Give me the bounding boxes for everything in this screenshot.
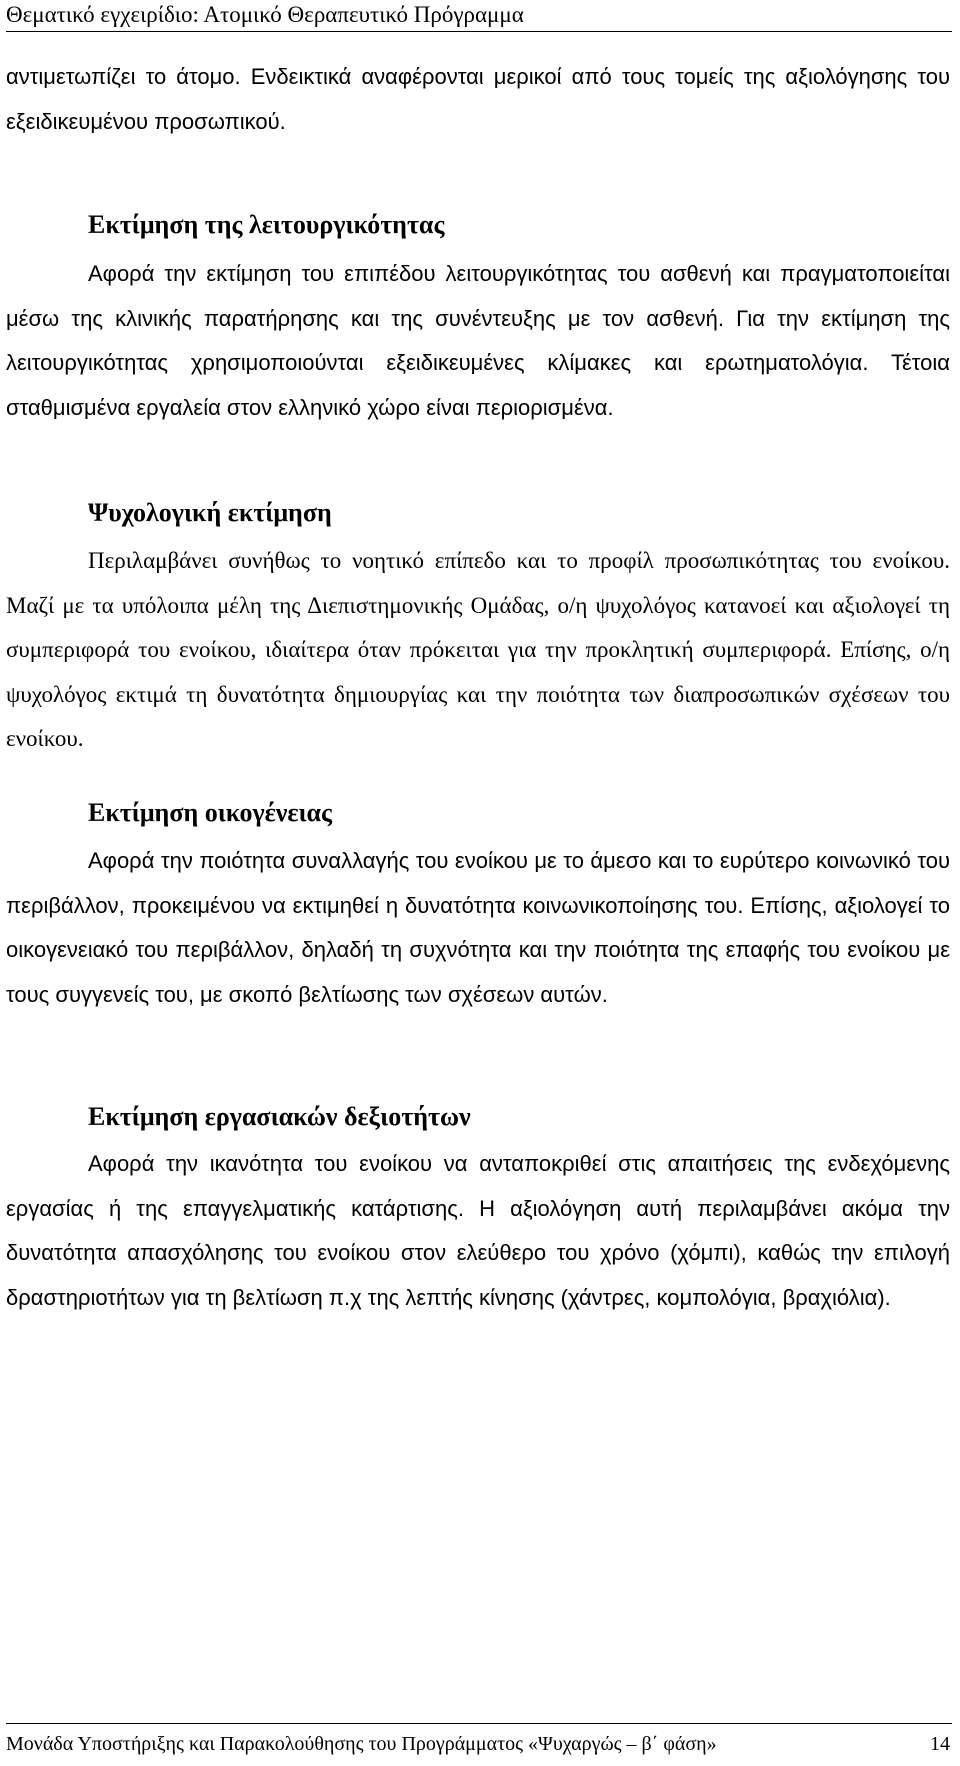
section-heading-family: Εκτίμηση οικογένειας xyxy=(88,798,333,827)
header-rule xyxy=(6,31,952,32)
footer-text: Μονάδα Υποστήριξης και Παρακολούθησης του Προγράμματος «Ψυχαργώς – β΄ φάση» xyxy=(6,1733,717,1755)
section-heading-functionality: Εκτίμηση της λειτουργικότητας xyxy=(88,210,445,239)
page-header xyxy=(0,0,960,42)
document-title: Θεματικό εγχειρίδιο: Ατομικό Θεραπευτικό Πρόγραμμα xyxy=(6,2,524,27)
footer-rule xyxy=(6,1723,952,1724)
section-heading-psychological: Ψυχολογική εκτίμηση xyxy=(88,498,332,527)
page-footer xyxy=(0,1720,960,1766)
section-body-work-skills: Αφορά την ικανότητα του ενοίκου να ανταποκριθεί στις απαιτήσεις της ενδεχόμενης εργασίας ή της επαγγελματικής κατάρτισης. Η αξιολόγηση αυτή περιλαμβάνει ακόμα την δυνατότητα απασχόλησης του ενοίκου στον ελεύθερο του χρόνο (χόμπι), καθώς την επιλογή δραστηριοτήτων για τη βελτίωση π.χ της λεπτής κίνησης (χάντρες, κομπολόγια, βραχιόλια). xyxy=(6,1151,950,1310)
intro-paragraph: αντιμετωπίζει το άτομο. Ενδεικτικά αναφέρονται μερικοί από τους τομείς της αξιολόγησης του εξειδικευμένου προσωπικού. xyxy=(6,64,950,134)
section-body-family: Αφορά την ποιότητα συναλλαγής του ενοίκου με το άμεσο και το ευρύτερο κοινωνικό του περιβάλλον, προκειμένου να εκτιμηθεί η δυνατότητα κοινωνικοποίησης του. Επίσης, αξιολογεί το οικογενειακό του περιβάλλον, δηλαδή τη συχνότητα και την ποιότητα της επαφής του ενοίκου με τους συγγενείς του, με σκοπό βελτίωσης των σχέσεων αυτών. xyxy=(6,848,950,1007)
section-body-functionality: Αφορά την εκτίμηση του επιπέδου λειτουργικότητας του ασθενή και πραγματοποιείται μέσω της κλινικής παρατήρησης και της συνέντευξης με τον ασθενή. Για την εκτίμηση της λειτουργικότητας χρησιμοποιούνται εξειδικευμένες κλίμακες και ερωτηματολόγια. Τέτοια σταθμισμένα εργαλεία στον ελληνικό χώρο είναι περιορισμένα. xyxy=(6,261,950,420)
section-heading-work-skills: Εκτίμηση εργασιακών δεξιοτήτων xyxy=(88,1102,471,1131)
section-body-psychological: Περιλαμβάνει συνήθως το νοητικό επίπεδο και το προφίλ προσωπικότητας του ενοίκου. Μαζί με τα υπόλοιπα μέλη της Διεπιστημονικής Ομάδας, ο/η ψυχολόγος κατανοεί και αξιολογεί τη συμπεριφορά του ενοίκου, ιδιαίτερα όταν πρόκειται για την προκλητική συμπεριφορά. Επίσης, ο/η ψυχολόγος εκτιμά τη δυνατότητα δημιουργίας και την ποιότητα των διαπροσωπικών σχέσεων του ενοίκου. xyxy=(6,548,950,751)
page-number: 14 xyxy=(930,1733,950,1755)
